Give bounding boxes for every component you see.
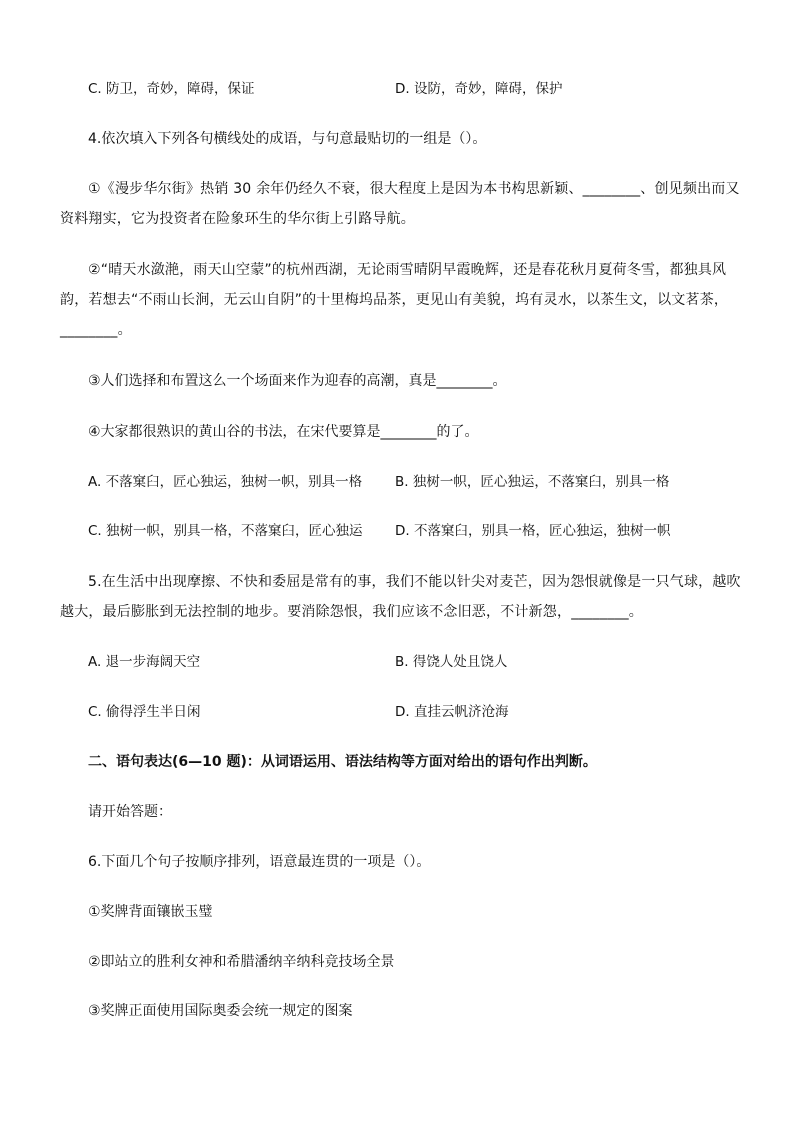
q4-options-ab-row	[88, 474, 728, 492]
q5-options-ab-row	[88, 654, 728, 672]
q4-option-c: C. 独树一帜，别具一格，不落窠臼，匠心独运	[88, 523, 363, 539]
q4-options-cd-row	[88, 523, 728, 541]
q3-option-d: D. 设防，奇妙，障碍，保护	[395, 81, 563, 97]
q5-option-a: A. 退一步海阔天空	[88, 654, 201, 670]
q5-option-d: D. 直挂云帆济沧海	[395, 704, 509, 720]
q5-option-c: C. 偷得浮生半日闲	[88, 704, 201, 720]
section-2-intro: 请开始答题：	[88, 804, 172, 820]
q4-option-a: A. 不落窠臼，匠心独运，独树一帜，别具一格	[88, 474, 363, 490]
q6-sentence-1: ①奖牌背面镶嵌玉璧	[88, 904, 213, 920]
q6-sentence-2: ②即站立的胜利女神和希腊潘纳辛纳科竞技场全景	[88, 954, 395, 970]
section-2-heading: 二、语句表达(6—10 题)：从词语运用、语法结构等方面对给出的语句作出判断。	[88, 754, 597, 770]
q4-sentence-2: ②“晴天水潋滟，雨天山空蒙”的杭州西湖，无论雨雪晴阴早霞晚辉，还是春花秋月夏荷冬雪，都独具风韵，若想去“不雨山长涧，无云山自阴”的十里梅坞品茶，更见山有美貌，坞有灵水，以茶生文，以文茗茶，________。	[60, 262, 729, 338]
q4-sentence-3: ③人们选择和布置这么一个场面来作为迎春的高潮，真是________。	[88, 373, 507, 389]
q4-option-d: D. 不落窠臼，别具一格，匠心独运，独树一帜	[395, 523, 671, 539]
q3-options-cd-row	[88, 81, 728, 99]
q4-stem: 4.依次填入下列各句横线处的成语，与句意最贴切的一组是（）。	[88, 131, 487, 147]
q5-options-cd-row	[88, 704, 728, 722]
q5-stem: 5.在生活中出现摩擦、不快和委屈是常有的事，我们不能以针尖对麦芒，因为怨恨就像是一只气球，越吹越大，最后膨胀到无法控制的地步。要消除怨恨，我们应该不念旧恶，不计新怨，________。	[60, 574, 741, 620]
q4-sentence-4: ④大家都很熟识的黄山谷的书法，在宋代要算是________的了。	[88, 424, 479, 440]
q3-option-c: C. 防卫，奇妙，障碍，保证	[88, 81, 255, 97]
q4-option-b: B. 独树一帜，匠心独运，不落窠臼，别具一格	[395, 474, 670, 490]
q4-sentence-1: ①《漫步华尔街》热销 30 余年仍经久不衰，很大程度上是因为本书构思新颖、________、创见频出而又资料翔实，它为投资者在险象环生的华尔街上引路导航。	[60, 181, 740, 227]
q6-sentence-3: ③奖牌正面使用国际奥委会统一规定的图案	[88, 1003, 353, 1019]
q6-stem: 6.下面几个句子按顺序排列，语意最连贯的一项是（）。	[88, 854, 431, 870]
q5-option-b: B. 得饶人处且饶人	[395, 654, 508, 670]
